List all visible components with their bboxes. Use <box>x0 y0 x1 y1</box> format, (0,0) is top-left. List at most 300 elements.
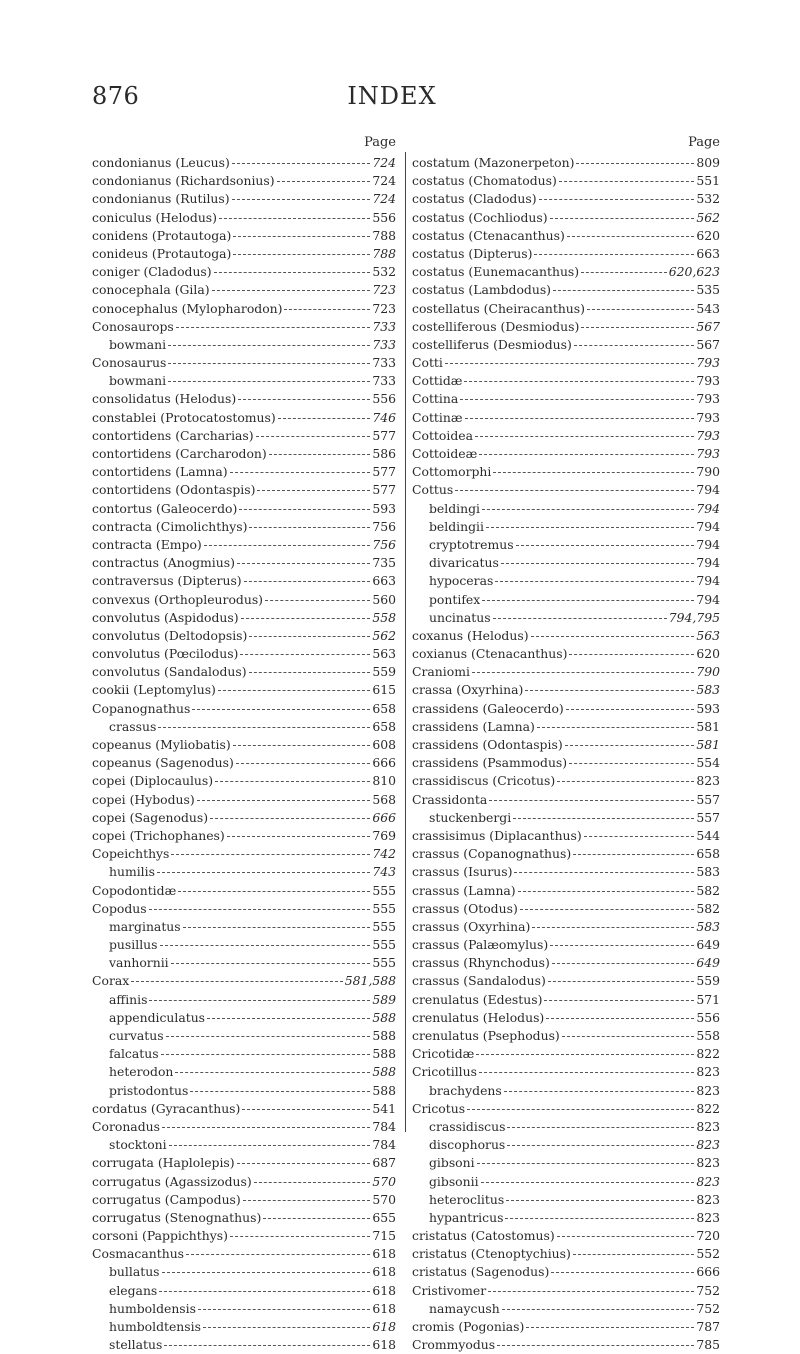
entry-page-number: 558 <box>372 609 396 625</box>
dot-leader <box>263 1217 370 1219</box>
dot-leader <box>460 398 694 400</box>
dot-leader <box>233 744 371 746</box>
entry-term: contractus (Anogmius) <box>92 555 235 571</box>
index-entry <box>412 1300 720 1318</box>
index-entry <box>412 754 720 772</box>
index-entry <box>412 209 720 227</box>
index-entry <box>92 936 396 954</box>
entry-page-number: 555 <box>372 937 396 953</box>
dot-leader <box>557 780 694 782</box>
entry-page-number: 752 <box>696 1300 720 1316</box>
entry-page-number: 588 <box>372 1064 396 1080</box>
index-entry <box>92 845 396 863</box>
index-entry <box>412 372 720 390</box>
entry-page-number: 793 <box>696 391 720 407</box>
index-entry <box>412 1263 720 1281</box>
entry-page-number: 666 <box>372 755 396 771</box>
entry-term: discophorus <box>429 1137 506 1153</box>
dot-leader <box>232 198 371 200</box>
index-entry <box>92 791 396 809</box>
entry-page-number: 793 <box>696 409 720 425</box>
column-heading: Page <box>364 135 396 150</box>
dot-leader <box>445 362 694 364</box>
index-entry <box>92 1045 396 1063</box>
entry-page-number: 790 <box>696 464 720 480</box>
dot-leader <box>240 653 370 655</box>
index-entry <box>412 1027 720 1045</box>
dot-leader <box>479 453 694 455</box>
page-header <box>92 82 692 112</box>
entry-term: contortidens (Carcharias) <box>92 427 254 443</box>
index-entry <box>92 372 396 390</box>
entry-term: Cricotillus <box>412 1064 477 1080</box>
index-entry <box>412 463 720 481</box>
entry-term: hypoceras <box>429 573 494 589</box>
dot-leader <box>190 1090 370 1092</box>
index-entry <box>412 918 720 936</box>
entry-page-number: 720 <box>696 1228 720 1244</box>
entry-page-number: 823 <box>696 1137 720 1153</box>
entry-page-number: 581 <box>696 737 720 752</box>
entry-term: humboldensis <box>109 1300 196 1316</box>
index-entry <box>412 1227 720 1245</box>
entry-term: crassus (Copanognathus) <box>412 846 572 862</box>
index-entry <box>92 754 396 772</box>
entry-term: convolutus (Deltodopsis) <box>92 627 248 643</box>
entry-page-number: 715 <box>372 1228 396 1244</box>
entry-term: contortidens (Lamna) <box>92 464 228 480</box>
entry-term: heterodon <box>109 1064 174 1080</box>
index-entry <box>412 263 720 281</box>
index-entry <box>412 481 720 499</box>
entry-term: Cottoidea <box>412 427 473 443</box>
dot-leader <box>584 835 695 837</box>
dot-leader <box>169 1144 371 1146</box>
entry-term: hypantricus <box>429 1209 504 1225</box>
entry-term: cristatus (Sagenodus) <box>412 1264 550 1280</box>
entry-term: corrugatus (Campodus) <box>92 1191 241 1207</box>
entry-page-number: 563 <box>696 627 720 643</box>
running-title: INDEX <box>347 82 437 110</box>
entry-page-number: 581,588 <box>344 973 396 989</box>
dot-leader <box>203 1326 370 1328</box>
entry-term: contortidens (Carcharodon) <box>92 446 267 461</box>
entry-page-number: 593 <box>696 700 720 716</box>
dot-leader <box>236 762 371 764</box>
entry-term: crassus (Oxyrhina) <box>412 918 531 934</box>
index-entry <box>92 336 396 354</box>
entry-page-number: 588 <box>372 1009 396 1025</box>
entry-term: costatus (Cladodus) <box>412 191 537 207</box>
entry-term: corrugatus (Stenognathus) <box>92 1209 262 1225</box>
dot-leader <box>475 435 694 437</box>
entry-term: cookii (Leptomylus) <box>92 682 216 698</box>
dot-leader <box>569 762 694 764</box>
index-entry <box>92 1027 396 1045</box>
dot-leader <box>520 908 695 910</box>
dot-leader <box>455 489 694 491</box>
dot-leader <box>566 708 695 710</box>
index-entry <box>92 1209 396 1227</box>
index-entry <box>92 882 396 900</box>
entry-page-number: 823 <box>696 1064 720 1080</box>
dot-leader <box>489 799 694 801</box>
dot-leader <box>551 1271 694 1273</box>
entry-page-number: 567 <box>696 318 720 334</box>
index-entry <box>412 281 720 299</box>
entry-term: costelliferous (Desmiodus) <box>412 318 580 334</box>
entry-page-number: 559 <box>372 664 396 680</box>
dot-leader <box>559 180 695 182</box>
entry-term: Cottina <box>412 391 459 407</box>
index-entry <box>92 1154 396 1172</box>
entry-page-number: 794 <box>696 591 720 607</box>
dot-leader <box>507 1144 694 1146</box>
dot-leader <box>178 890 370 892</box>
entry-term: Cricotidæ <box>412 1046 475 1062</box>
index-entry <box>412 1173 720 1191</box>
entry-term: constablei (Protocatostomus) <box>92 409 276 425</box>
dot-leader <box>565 744 695 746</box>
entry-page-number: 666 <box>372 809 396 825</box>
dot-leader <box>493 617 667 619</box>
entry-page-number: 557 <box>696 809 720 825</box>
entry-page-number: 723 <box>372 300 396 316</box>
entry-page-number: 577 <box>372 464 396 480</box>
dot-leader <box>197 799 371 801</box>
index-entry <box>412 663 720 681</box>
dot-leader <box>239 508 370 510</box>
index-entry <box>412 1318 720 1336</box>
dot-leader <box>567 235 695 237</box>
entry-term: crassus (Otodus) <box>412 900 518 916</box>
entry-term: coniger (Cladodus) <box>92 264 212 280</box>
index-entry <box>92 918 396 936</box>
entry-page-number: 790 <box>696 664 720 680</box>
entry-term: Copeichthys <box>92 846 170 862</box>
index-entry <box>92 209 396 227</box>
dot-leader <box>161 1053 371 1055</box>
dot-leader <box>149 908 371 910</box>
index-entry <box>412 700 720 718</box>
dot-leader <box>249 635 370 637</box>
entry-page-number: 556 <box>372 209 396 225</box>
entry-page-number: 649 <box>696 955 720 971</box>
entry-term: pusillus <box>109 937 158 953</box>
index-entry <box>412 827 720 845</box>
dot-leader <box>183 926 371 928</box>
dot-leader <box>506 1199 694 1201</box>
entry-term: gibsoni <box>429 1155 475 1171</box>
dot-leader <box>257 489 370 491</box>
dot-leader <box>573 1253 695 1255</box>
dot-leader <box>233 235 370 237</box>
entry-term: Corax <box>92 973 130 989</box>
entry-term: heteroclitus <box>429 1191 505 1207</box>
dot-leader <box>158 726 370 728</box>
index-entry <box>412 1045 720 1063</box>
entry-term: costatus (Ctenacanthus) <box>412 227 565 243</box>
entry-page-number: 735 <box>372 555 396 571</box>
dot-leader <box>505 1217 694 1219</box>
entry-page-number: 618 <box>372 1319 396 1334</box>
entry-page-number: 746 <box>372 409 396 425</box>
dot-leader <box>573 853 694 855</box>
entry-page-number: 723 <box>372 282 396 298</box>
entry-page-number: 557 <box>696 791 720 807</box>
entry-term: costatus (Cochliodus) <box>412 209 548 225</box>
dot-leader <box>546 1017 694 1019</box>
dot-leader <box>210 817 370 819</box>
entry-term: coniculus (Helodus) <box>92 209 218 225</box>
entry-page-number: 543 <box>696 300 720 316</box>
entry-term: cristatus (Ctenoptychius) <box>412 1246 571 1262</box>
entry-term: gibsonii <box>429 1173 479 1189</box>
index-entry <box>412 154 720 172</box>
entry-term: crenulatus (Edestus) <box>412 991 543 1007</box>
entry-page-number: 724 <box>372 155 396 170</box>
entry-term: crassidiscus <box>429 1118 506 1134</box>
dot-leader <box>587 308 694 310</box>
entry-page-number: 615 <box>372 682 396 698</box>
entry-term: crassisimus (Diplacanthus) <box>412 827 582 843</box>
index-entry <box>412 1209 720 1227</box>
dot-leader <box>242 1108 370 1110</box>
index-entry <box>92 1245 396 1263</box>
index-entry <box>412 354 720 372</box>
dot-leader <box>537 726 694 728</box>
entry-page-number: 793 <box>696 373 720 389</box>
entry-term: costelliferus (Desmiodus) <box>412 336 572 352</box>
dot-leader <box>493 471 694 473</box>
entry-term: copeanus (Myliobatis) <box>92 737 231 752</box>
entry-page-number: 752 <box>696 1282 720 1298</box>
index-entry <box>412 591 720 609</box>
dot-leader <box>550 217 695 219</box>
index-entry <box>412 318 720 336</box>
index-entry <box>92 518 396 536</box>
entry-term: coxianus (Ctenacanthus) <box>412 646 568 662</box>
dot-leader <box>465 417 695 419</box>
dot-leader <box>168 380 370 382</box>
dot-leader <box>164 1344 370 1346</box>
index-entry <box>92 1009 396 1027</box>
index-entry <box>92 300 396 318</box>
entry-term: copei (Trichophanes) <box>92 827 225 843</box>
dot-leader <box>472 671 694 673</box>
entry-page-number: 810 <box>372 773 396 789</box>
entry-page-number: 556 <box>696 1009 720 1025</box>
dot-leader <box>504 1090 695 1092</box>
entry-page-number: 822 <box>696 1046 720 1062</box>
dot-leader <box>157 871 370 873</box>
index-entry <box>92 772 396 790</box>
entry-page-number: 618 <box>372 1300 396 1316</box>
index-entry <box>412 1154 720 1172</box>
entry-term: contraversus (Dipterus) <box>92 573 242 589</box>
dot-leader <box>219 217 370 219</box>
entry-term: Coronadus <box>92 1118 160 1134</box>
index-entry <box>412 863 720 881</box>
index-entry <box>412 645 720 663</box>
entry-page-number: 687 <box>372 1155 396 1171</box>
index-entry <box>92 609 396 627</box>
index-entry <box>412 1082 720 1100</box>
index-entry <box>412 536 720 554</box>
entry-page-number: 559 <box>696 973 720 989</box>
dot-leader <box>552 962 694 964</box>
entry-term: crassus (Lamna) <box>412 882 516 898</box>
dot-leader <box>159 1290 370 1292</box>
entry-page-number: 571 <box>696 991 720 1007</box>
entry-page-number: 618 <box>372 1337 396 1353</box>
entry-term: Cricotus <box>412 1100 466 1116</box>
dot-leader <box>238 398 370 400</box>
index-entry <box>412 1336 720 1354</box>
index-entry <box>412 609 720 627</box>
index-entry <box>412 427 720 445</box>
entry-page-number: 658 <box>372 700 396 716</box>
index-entry <box>92 954 396 972</box>
entry-page-number: 562 <box>696 209 720 225</box>
dot-leader <box>526 1326 694 1328</box>
index-entry <box>92 500 396 518</box>
entry-term: humboldtensis <box>109 1319 201 1334</box>
entry-page-number: 658 <box>372 718 396 734</box>
dot-leader <box>553 289 694 291</box>
entry-page-number: 562 <box>372 627 396 643</box>
dot-leader <box>277 180 371 182</box>
entry-list <box>412 154 720 1354</box>
entry-page-number: 823 <box>696 1082 720 1098</box>
entry-page-number: 563 <box>372 646 396 662</box>
index-entry <box>92 991 396 1009</box>
entry-term: conocephala (Gila) <box>92 282 210 298</box>
index-entry <box>92 154 396 172</box>
index-entry <box>92 572 396 590</box>
dot-leader <box>162 1271 371 1273</box>
index-entry <box>412 336 720 354</box>
entry-page-number: 743 <box>372 864 396 880</box>
entry-page-number: 784 <box>372 1118 396 1134</box>
index-entry <box>92 281 396 299</box>
entry-page-number: 794 <box>696 573 720 589</box>
dot-leader <box>175 1071 370 1073</box>
index-entry <box>92 809 396 827</box>
dot-leader <box>495 580 694 582</box>
entry-list <box>92 154 396 1354</box>
dot-leader <box>244 580 371 582</box>
dot-leader <box>131 980 343 982</box>
index-entry <box>412 1136 720 1154</box>
dot-leader <box>233 253 370 255</box>
entry-page-number: 794 <box>696 536 720 552</box>
entry-term: humilis <box>109 864 155 880</box>
entry-page-number: 588 <box>372 1046 396 1062</box>
entry-page-number: 589 <box>372 991 396 1007</box>
entry-page-number: 582 <box>696 882 720 898</box>
index-entry <box>92 718 396 736</box>
entry-term: beldingi <box>429 500 480 516</box>
entry-term: Cottus <box>412 482 454 498</box>
entry-term: stocktoni <box>109 1137 167 1153</box>
entry-page-number: 541 <box>372 1100 396 1116</box>
dot-leader <box>198 1308 370 1310</box>
entry-term: costellatus (Cheiracanthus) <box>412 300 585 316</box>
dot-leader <box>482 599 694 601</box>
index-entry <box>92 172 396 190</box>
entry-page-number: 823 <box>696 773 720 789</box>
entry-term: crassa (Oxyrhina) <box>412 682 524 698</box>
dot-leader <box>467 1108 694 1110</box>
index-entry <box>92 1082 396 1100</box>
dot-leader <box>284 308 370 310</box>
dot-leader <box>171 962 371 964</box>
dot-leader <box>243 1199 371 1201</box>
entry-page-number: 794 <box>696 518 720 534</box>
entry-term: marginatus <box>109 918 181 934</box>
index-entry <box>412 190 720 208</box>
entry-term: convolutus (Pœcilodus) <box>92 646 239 662</box>
entry-page-number: 555 <box>372 900 396 916</box>
entry-term: copei (Diplocaulus) <box>92 773 214 789</box>
entry-page-number: 567 <box>696 336 720 352</box>
entry-term: convolutus (Aspidodus) <box>92 609 239 625</box>
index-entry <box>92 536 396 554</box>
index-entry <box>92 863 396 881</box>
index-entry <box>92 900 396 918</box>
dot-leader <box>557 1235 695 1237</box>
entry-term: cordatus (Gyracanthus) <box>92 1100 241 1116</box>
entry-page-number: 618 <box>372 1246 396 1262</box>
entry-term: costatus (Dipterus) <box>412 245 533 261</box>
entry-term: contracta (Empo) <box>92 536 202 552</box>
entry-term: cristatus (Catostomus) <box>412 1228 555 1244</box>
entry-term: condonianus (Rutilus) <box>92 191 230 207</box>
entry-term: contortidens (Odontaspis) <box>92 482 256 498</box>
entry-page-number: 620,623 <box>668 264 720 280</box>
entry-page-number: 556 <box>372 391 396 407</box>
index-entry <box>412 1009 720 1027</box>
index-entry <box>92 972 396 990</box>
index-entry <box>412 972 720 990</box>
dot-leader <box>464 380 694 382</box>
dot-leader <box>232 162 370 164</box>
entry-page-number: 544 <box>696 827 720 843</box>
entry-page-number: 577 <box>372 427 396 443</box>
entry-page-number: 655 <box>372 1209 396 1225</box>
dot-leader <box>207 1017 370 1019</box>
entry-page-number: 551 <box>696 173 720 189</box>
index-entry <box>92 1063 396 1081</box>
entry-page-number: 582 <box>696 900 720 916</box>
dot-leader <box>254 1181 371 1183</box>
entry-page-number: 583 <box>696 682 720 698</box>
entry-term: divaricatus <box>429 555 499 571</box>
right-column <box>412 132 720 1354</box>
entry-page-number: 618 <box>372 1282 396 1298</box>
dot-leader <box>218 689 370 691</box>
entry-page-number: 794,795 <box>668 609 720 625</box>
left-column <box>92 132 396 1354</box>
entry-term: conidens (Protautoga) <box>92 227 232 243</box>
entry-page-number: 794 <box>696 500 720 516</box>
entry-page-number: 554 <box>696 755 720 771</box>
entry-term: namaycush <box>429 1300 500 1316</box>
entry-term: contracta (Cimolichthys) <box>92 518 248 534</box>
index-entry <box>412 1100 720 1118</box>
entry-page-number: 794 <box>696 482 720 498</box>
